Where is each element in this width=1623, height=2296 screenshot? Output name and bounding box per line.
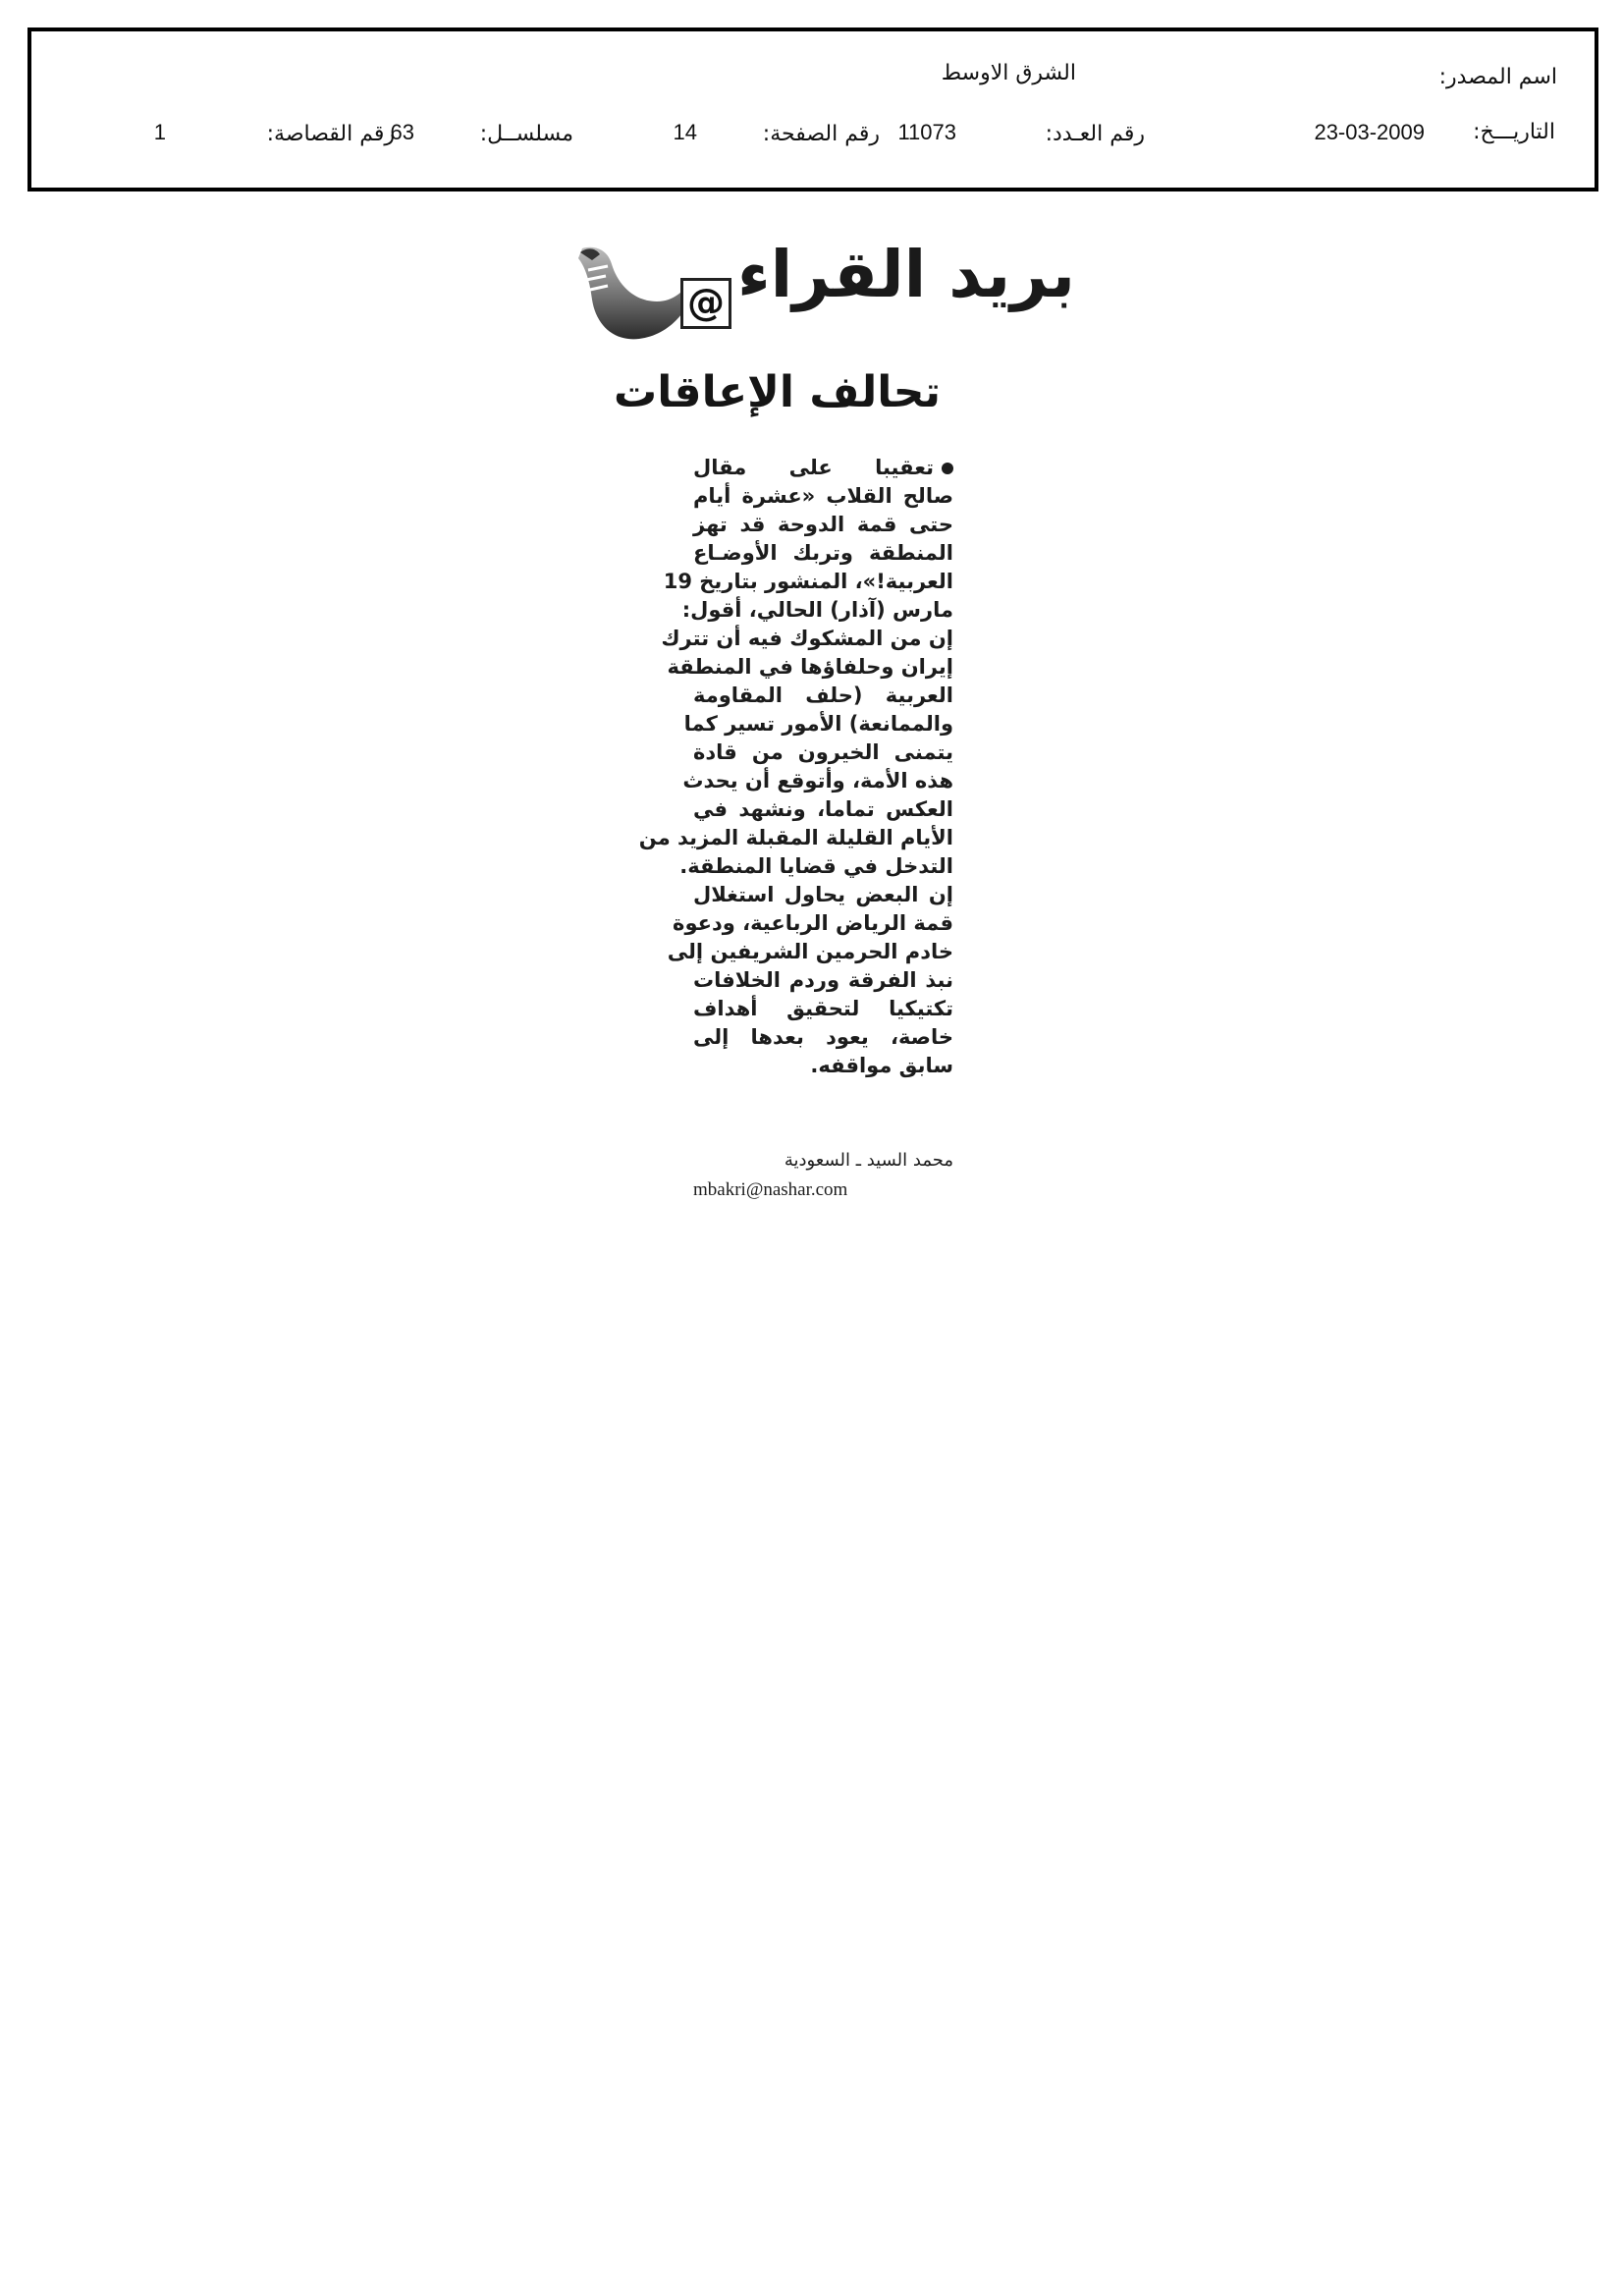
page-number-label: رقم الصفحة: xyxy=(762,122,880,146)
article-line: قمة الرياض الرباعية، ودعوة xyxy=(673,911,953,935)
author-email: mbakri@nashar.com xyxy=(693,1179,848,1200)
article-line: هذه الأمة، وأتوقع أن يحدث xyxy=(682,769,953,793)
article-line: خادم الحرمين الشريفين إلى xyxy=(667,940,953,963)
at-symbol-badge: @ xyxy=(680,278,731,329)
author-byline: محمد السيد ـ السعودية xyxy=(784,1150,953,1171)
article-body xyxy=(638,454,953,1080)
article-line: إيران وحلفاؤها في المنطقة xyxy=(667,655,953,679)
article-line: العربية!»، المنشور بتاريخ 19 xyxy=(663,570,953,593)
issue-number-label: رقم العـدد: xyxy=(1045,122,1145,146)
article-line: الأيام القليلة المقبلة المزيد من xyxy=(638,826,953,849)
bullet-icon xyxy=(942,463,953,474)
article-line-text: تعقيبا على مقال xyxy=(693,456,934,479)
article-line: يتمنى الخيرون من قادة xyxy=(693,740,953,764)
article-line: والممانعة) الأمور تسير كما xyxy=(683,712,953,736)
article-line: التدخل في قضايا المنطقة. xyxy=(679,854,953,878)
masthead-title: بريد القراء xyxy=(736,237,1075,312)
serial-value: 63 xyxy=(390,120,414,144)
readers-mail-masthead xyxy=(574,237,1075,349)
article-line: العربية (حلف المقاومة xyxy=(693,683,953,707)
article-line: خاصة، يعود بعدها إلى xyxy=(693,1025,953,1049)
clipping-number-value: 1 xyxy=(153,120,166,144)
article-line: صالح القلاب «عشرة أيام xyxy=(693,484,953,508)
source-label: اسم المصدر: xyxy=(1438,65,1557,89)
article-line: العكس تماما، ونشهد في xyxy=(693,797,953,821)
date-label: التاريـــخ: xyxy=(1473,120,1555,144)
article-line: إن من المشكوك فيه أن تترك xyxy=(661,627,953,650)
source-value: الشرق الاوسط xyxy=(941,61,1076,85)
article-line: تكتيكيا لتحقيق أهداف xyxy=(693,997,953,1020)
article-line: المنطقة وتربك الأوضـاع xyxy=(693,541,953,565)
article-line xyxy=(693,454,953,482)
clipping-number-label: رقم القصاصة: xyxy=(266,122,395,146)
clipping-metadata-box xyxy=(27,27,1598,191)
article-line: إن البعض يحاول استغلال xyxy=(693,883,953,906)
article-line: سابق مواقفه. xyxy=(810,1054,953,1077)
page-number-value: 14 xyxy=(673,120,697,144)
article-line: نبذ الفرقة وردم الخلافات xyxy=(693,968,953,992)
article-line: حتى قمة الدوحة قد تهز xyxy=(693,513,953,536)
date-value: 23-03-2009 xyxy=(1314,120,1425,144)
issue-number-value: 11073 xyxy=(897,120,956,144)
serial-label: مسلســل: xyxy=(479,122,573,146)
article-line: مارس (آذار) الحالي، أقول: xyxy=(681,598,953,622)
article-headline: تحالف الإعاقات xyxy=(614,367,941,417)
